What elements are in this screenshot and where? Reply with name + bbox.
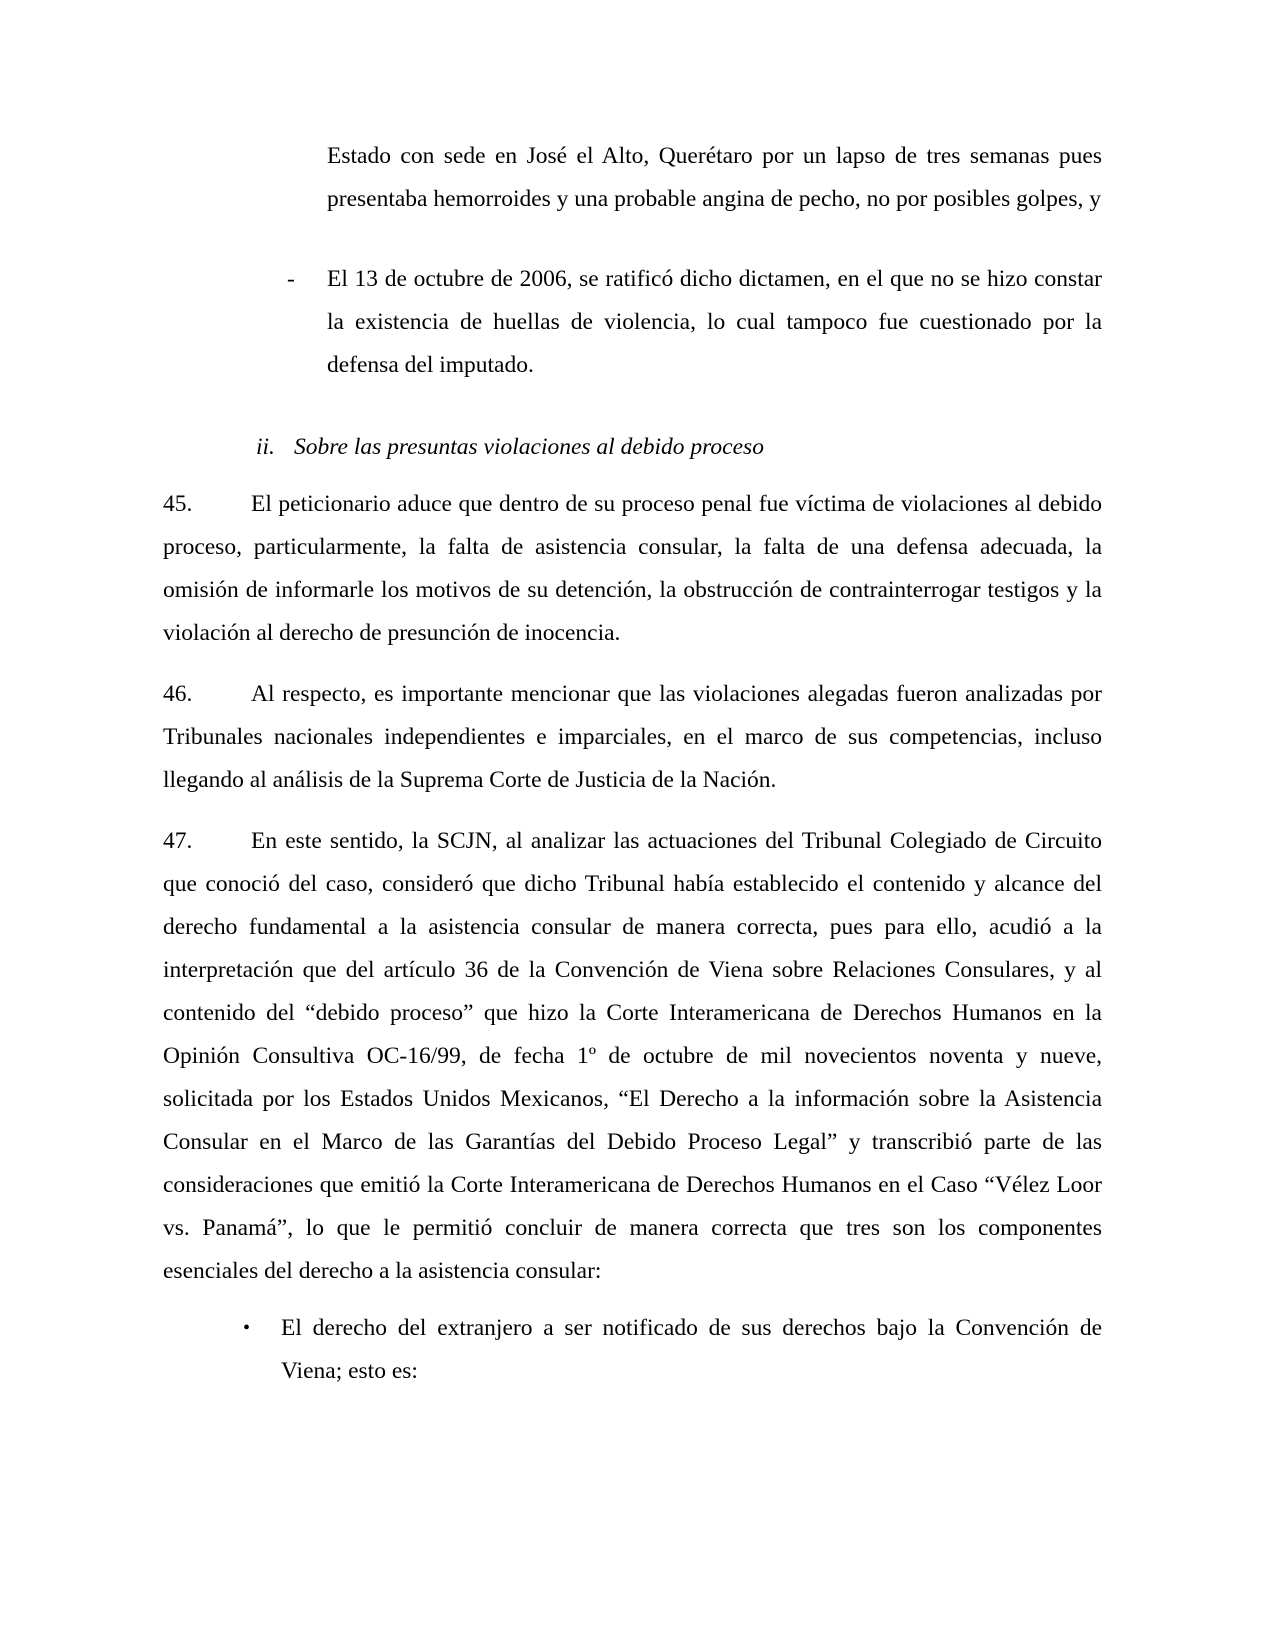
paragraph-number: 46.	[163, 681, 193, 707]
paragraph-47: En este sentido, la SCJN, al analizar las actuaciones del Tribunal Colegiado de Circuito que conoció del caso, consideró que dicho Tribunal había establecido el contenido y alcance del derecho fundamental a la asistencia consular de manera correcta, pues para ello, acudió a la interpretación que del artículo 36 de la Convención de Viena sobre Relaciones Consulares, y al contenido del “debido proceso” que hizo la Corte Interamericana de Derechos Humanos en la Opinión Consultiva OC-16/99, de fecha 1º de octubre de mil novecientos noventa y nueve, solicitada por los Estados Unidos Mexicanos, “El Derecho a la información sobre la Asistencia Consular en el Marco de las Garantías del Debido Proceso Legal” y transcribió parte de las consideraciones que emitió la Corte Interamericana de Derechos Humanos en el Caso “Vélez Loor vs. Panamá”, lo que le permitió concluir de manera correcta que tres son los componentes esenciales del derecho a la asistencia consular:	[163, 828, 1102, 1284]
subheading-title: Sobre las presuntas violaciones al debido proceso	[294, 434, 764, 460]
section-subheading	[256, 426, 764, 469]
dash-list-marker: -	[287, 266, 295, 292]
bullet-marker: •	[243, 1317, 251, 1339]
paragraph-45: El peticionario aduce que dentro de su proceso penal fue víctima de violaciones al debido proceso, particularmente, la falta de asistencia consular, la falta de una defensa adecuada, la omisión de informarle los motivos de su detención, la obstrucción de contrainterrogar testigos y la violación al derecho de presunción de inocencia.	[163, 491, 1102, 646]
dash-list-item: El 13 de octubre de 2006, se ratificó dicho dictamen, en el que no se hizo constar la existencia de huellas de violencia, lo cual tampoco fue cuestionado por la defensa del imputado.	[327, 266, 1102, 378]
paragraph-46: Al respecto, es importante mencionar que las violaciones alegadas fueron analizadas por Tribunales nacionales independientes e imparciales, en el marco de sus competencias, incluso llegando al análisis de la Suprema Corte de Justicia de la Nación.	[163, 681, 1102, 793]
continuation-paragraph: Estado con sede en José el Alto, Querétaro por un lapso de tres semanas pues presentaba hemorroides y una probable angina de pecho, no por posibles golpes, y	[327, 143, 1102, 212]
subheading-number: ii.	[256, 434, 275, 460]
paragraph-number: 45.	[163, 491, 193, 517]
bullet-list-item: El derecho del extranjero a ser notificado de sus derechos bajo la Convención de Viena; esto es:	[281, 1315, 1102, 1384]
paragraph-number: 47.	[163, 828, 193, 854]
